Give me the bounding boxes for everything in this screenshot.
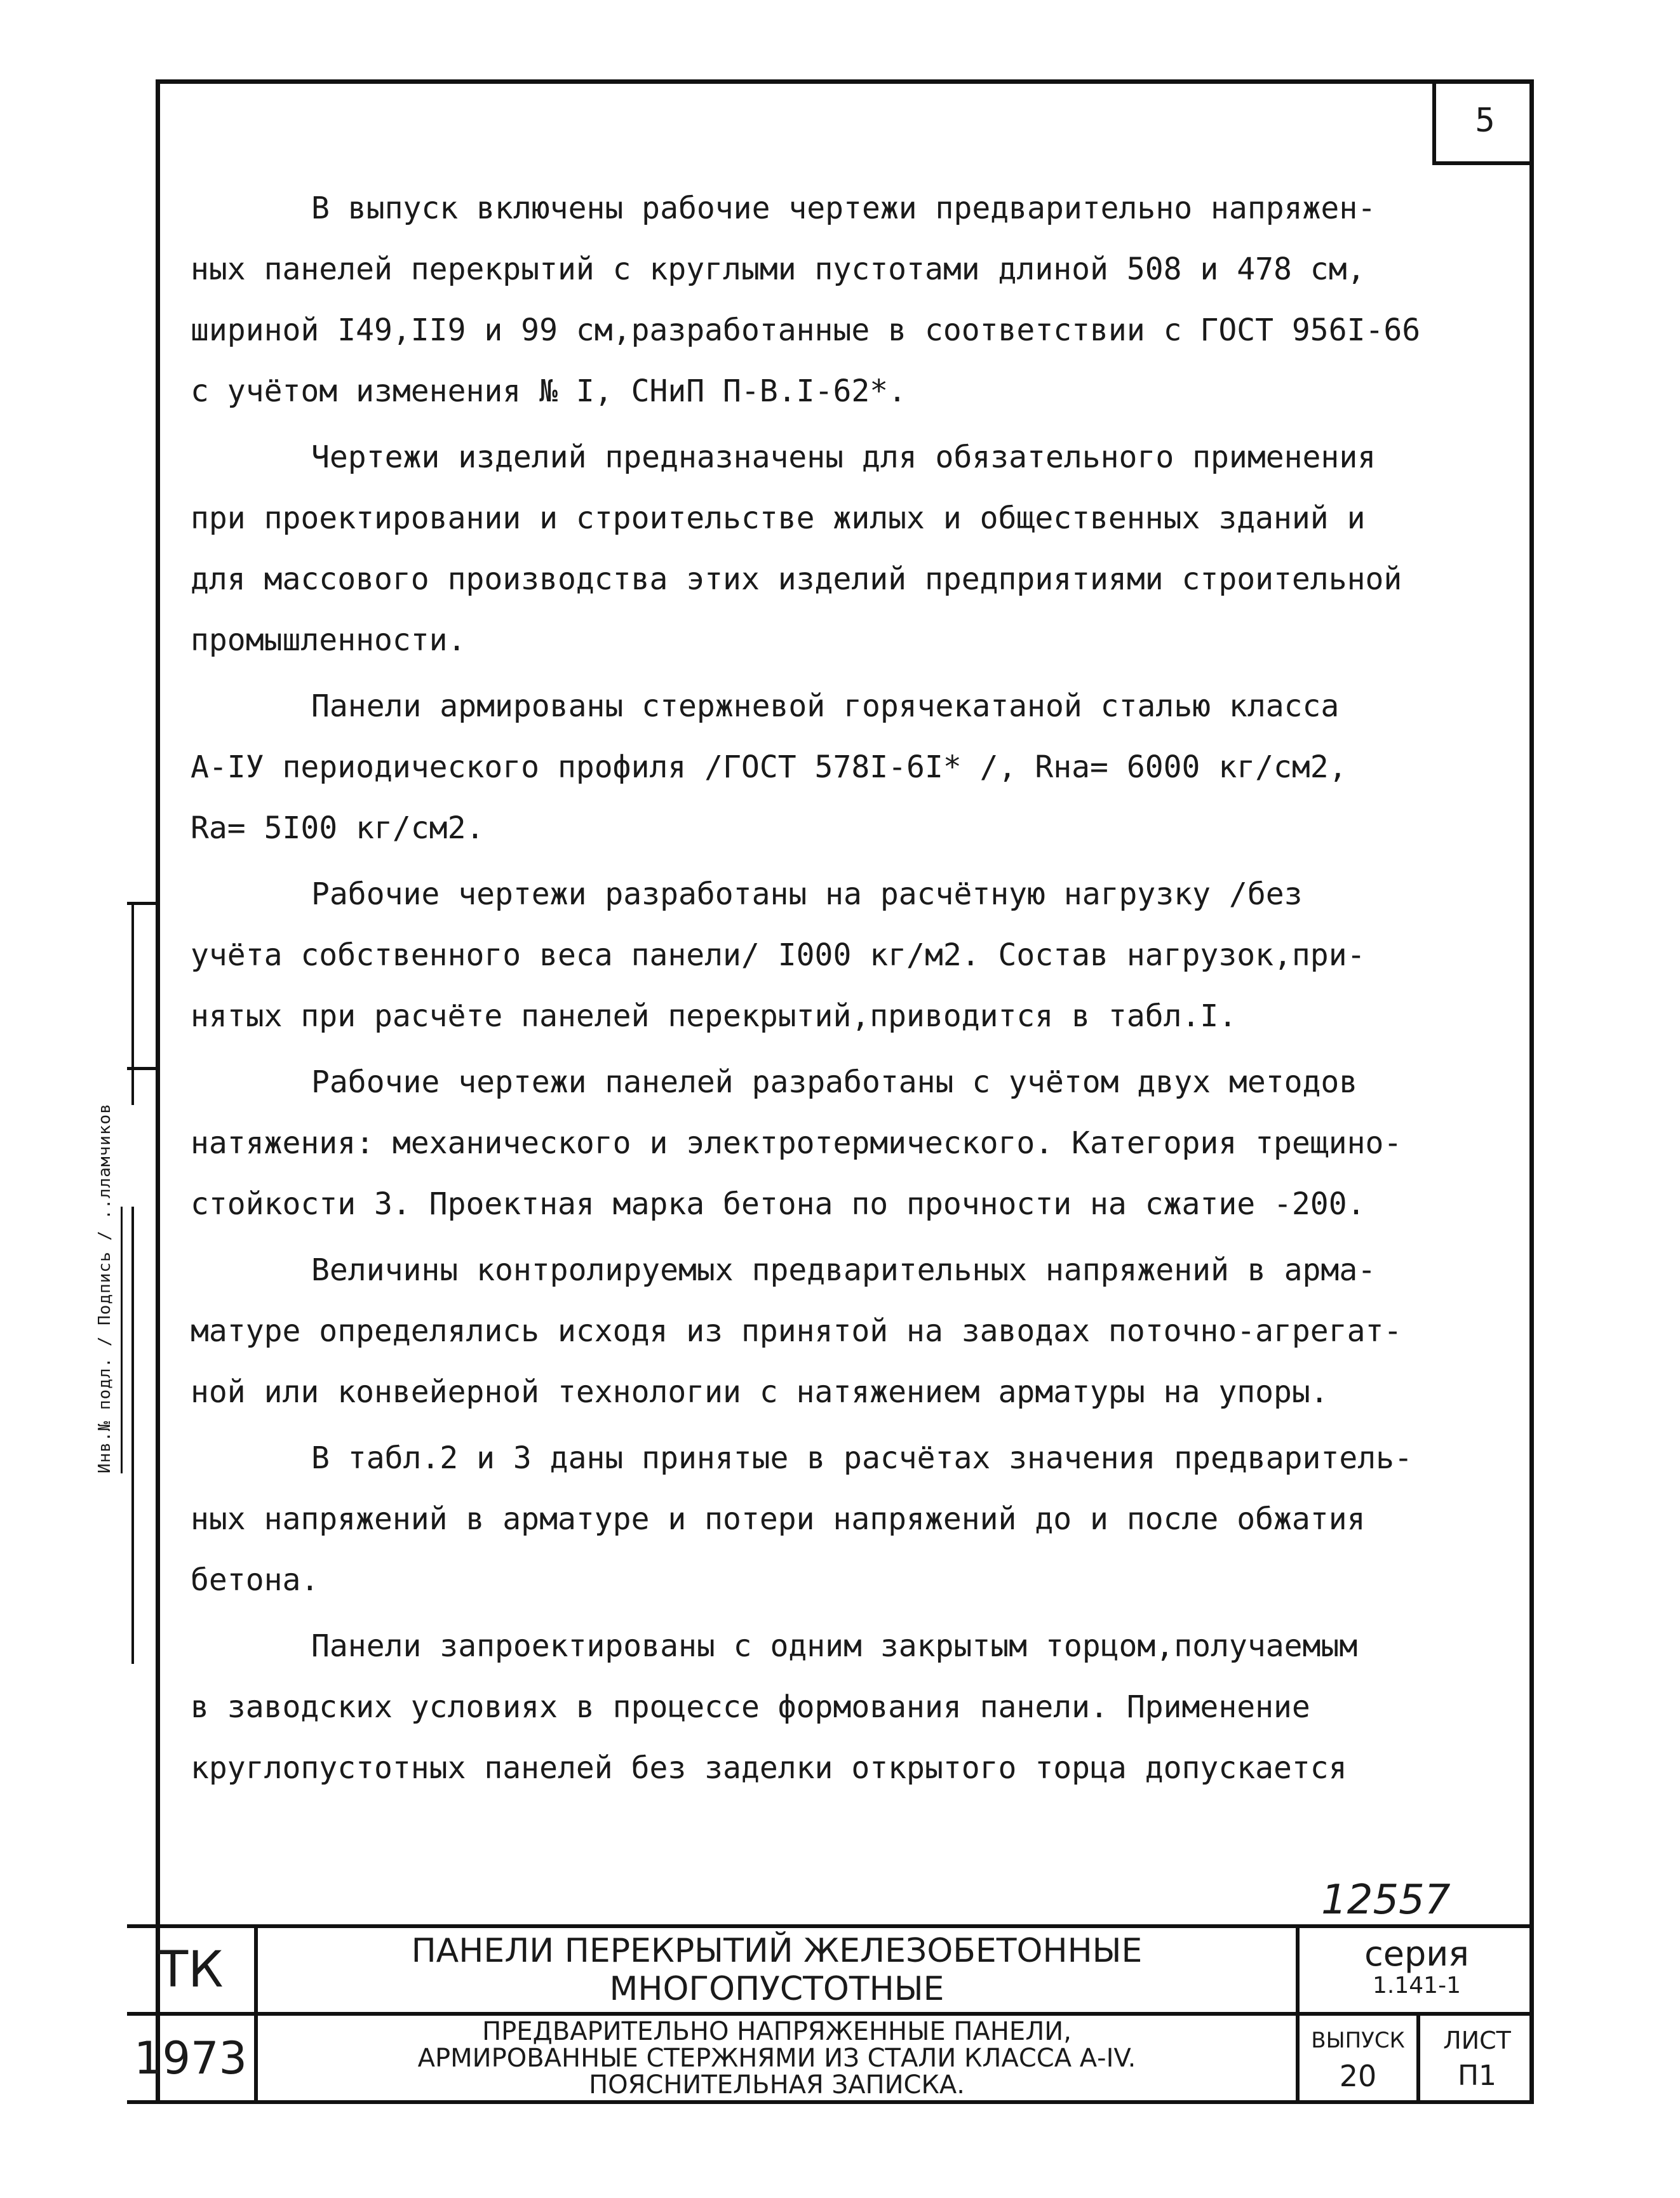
org-code: ТК: [158, 1941, 224, 1999]
margin-tick: [127, 1067, 159, 1070]
paragraph-6: Величины контролируемых предварительных напряжений в арма- матуре определялись исходя из принятой на заводах поточно-агрегат- ной или конвейерной технологии с натяжением арматуры на упоры.: [191, 1252, 1402, 1410]
main-title: ПАНЕЛИ ПЕРЕКРЫТИЙ ЖЕЛЕЗОБЕТОННЫЕ МНОГОПУСТОТНЫЕ: [411, 1932, 1143, 2008]
sheet-label: ЛИСТ: [1443, 2026, 1511, 2054]
subtitle-line: ПРЕДВАРИТЕЛЬНО НАПРЯЖЕННЫЕ ПАНЕЛИ,: [482, 2016, 1072, 2046]
sheet-cell: [1420, 2016, 1534, 2100]
issue-label: ВЫПУСК: [1311, 2027, 1405, 2053]
body-text: [191, 178, 1537, 1804]
series-label: серия: [1364, 1934, 1469, 1974]
paragraph-4: Рабочие чертежи разработаны на расчётную нагрузку /без учёта собственного веса панели/ I000 кг/м2. Состав нагрузок,при- нятых при расчёте панелей перекрытий,приводится в табл.I.: [191, 876, 1366, 1034]
paragraph-3: Панели армированы стержневой горячекатаной сталью класса А-IУ периодического профиля /ГОСТ 578I-6I* /, Rнa= 6000 кг/см2, Ra= 5I00 кг/см2.: [191, 688, 1347, 846]
margin-rule-upper: [131, 902, 134, 1105]
paragraph-8: Панели запроектированы с одним закрытым торцом,получаемым в заводских условиях в процессе формования панели. Применение круглопустотных панелей без заделки открытого торца допускается: [191, 1628, 1358, 1786]
subtitle-line: ПОЯСНИТЕЛЬНАЯ ЗАПИСКА.: [589, 2070, 965, 2100]
issue-cell: [1300, 2016, 1416, 2100]
paragraph-7: В табл.2 и 3 даны принятые в расчётах значения предваритель- ных напряжений в арматуре и потери напряжений до и после обжатия бетона.: [191, 1440, 1413, 1598]
stamp-divider: [121, 1207, 123, 1473]
margin-stamp-text: Инв.№ подл. / Подпись / ..лламчиков: [95, 1103, 114, 1473]
subtitle-line: АРМИРОВАННЫЕ СТЕРЖНЯМИ ИЗ СТАЛИ КЛАССА А-IV.: [417, 2043, 1136, 2073]
year: 1973: [133, 2032, 248, 2084]
page-number: 5: [1432, 79, 1534, 165]
margin-tick: [127, 902, 159, 905]
sheet-value: П1: [1457, 2059, 1497, 2092]
document-number: 12557: [1321, 1877, 1451, 1924]
paragraph-2: Чертежи изделий предназначены для обязательного применения при проектировании и строительстве жилых и общественных зданий и для массового производства этих изделий предприятиями строительной промышленности.: [191, 439, 1402, 658]
series-value: 1.141-1: [1373, 1973, 1461, 1999]
title-block: [127, 1924, 1534, 2104]
subtitle: [258, 2016, 1296, 2100]
paragraph-1: В выпуск включены рабочие чертежи предварительно напряжен- ных панелей перекрытий с круглыми пустотами длиной 508 и 478 см, шириной I49,II9 и 99 см,разработанные в соответствии с ГОСТ 956I-66 с учётом изменения № I, СНиП П-В.I-62*.: [191, 191, 1421, 409]
paragraph-5: Рабочие чертежи панелей разработаны с учётом двух методов натяжения: механического и электротермического. Категория трещино- стойкости 3. Проектная марка бетона по прочности на сжатие -200.: [191, 1064, 1402, 1222]
margin-stamp: [95, 1103, 159, 1473]
series-cell: [1300, 1928, 1534, 2012]
issue-value: 20: [1339, 2058, 1377, 2093]
